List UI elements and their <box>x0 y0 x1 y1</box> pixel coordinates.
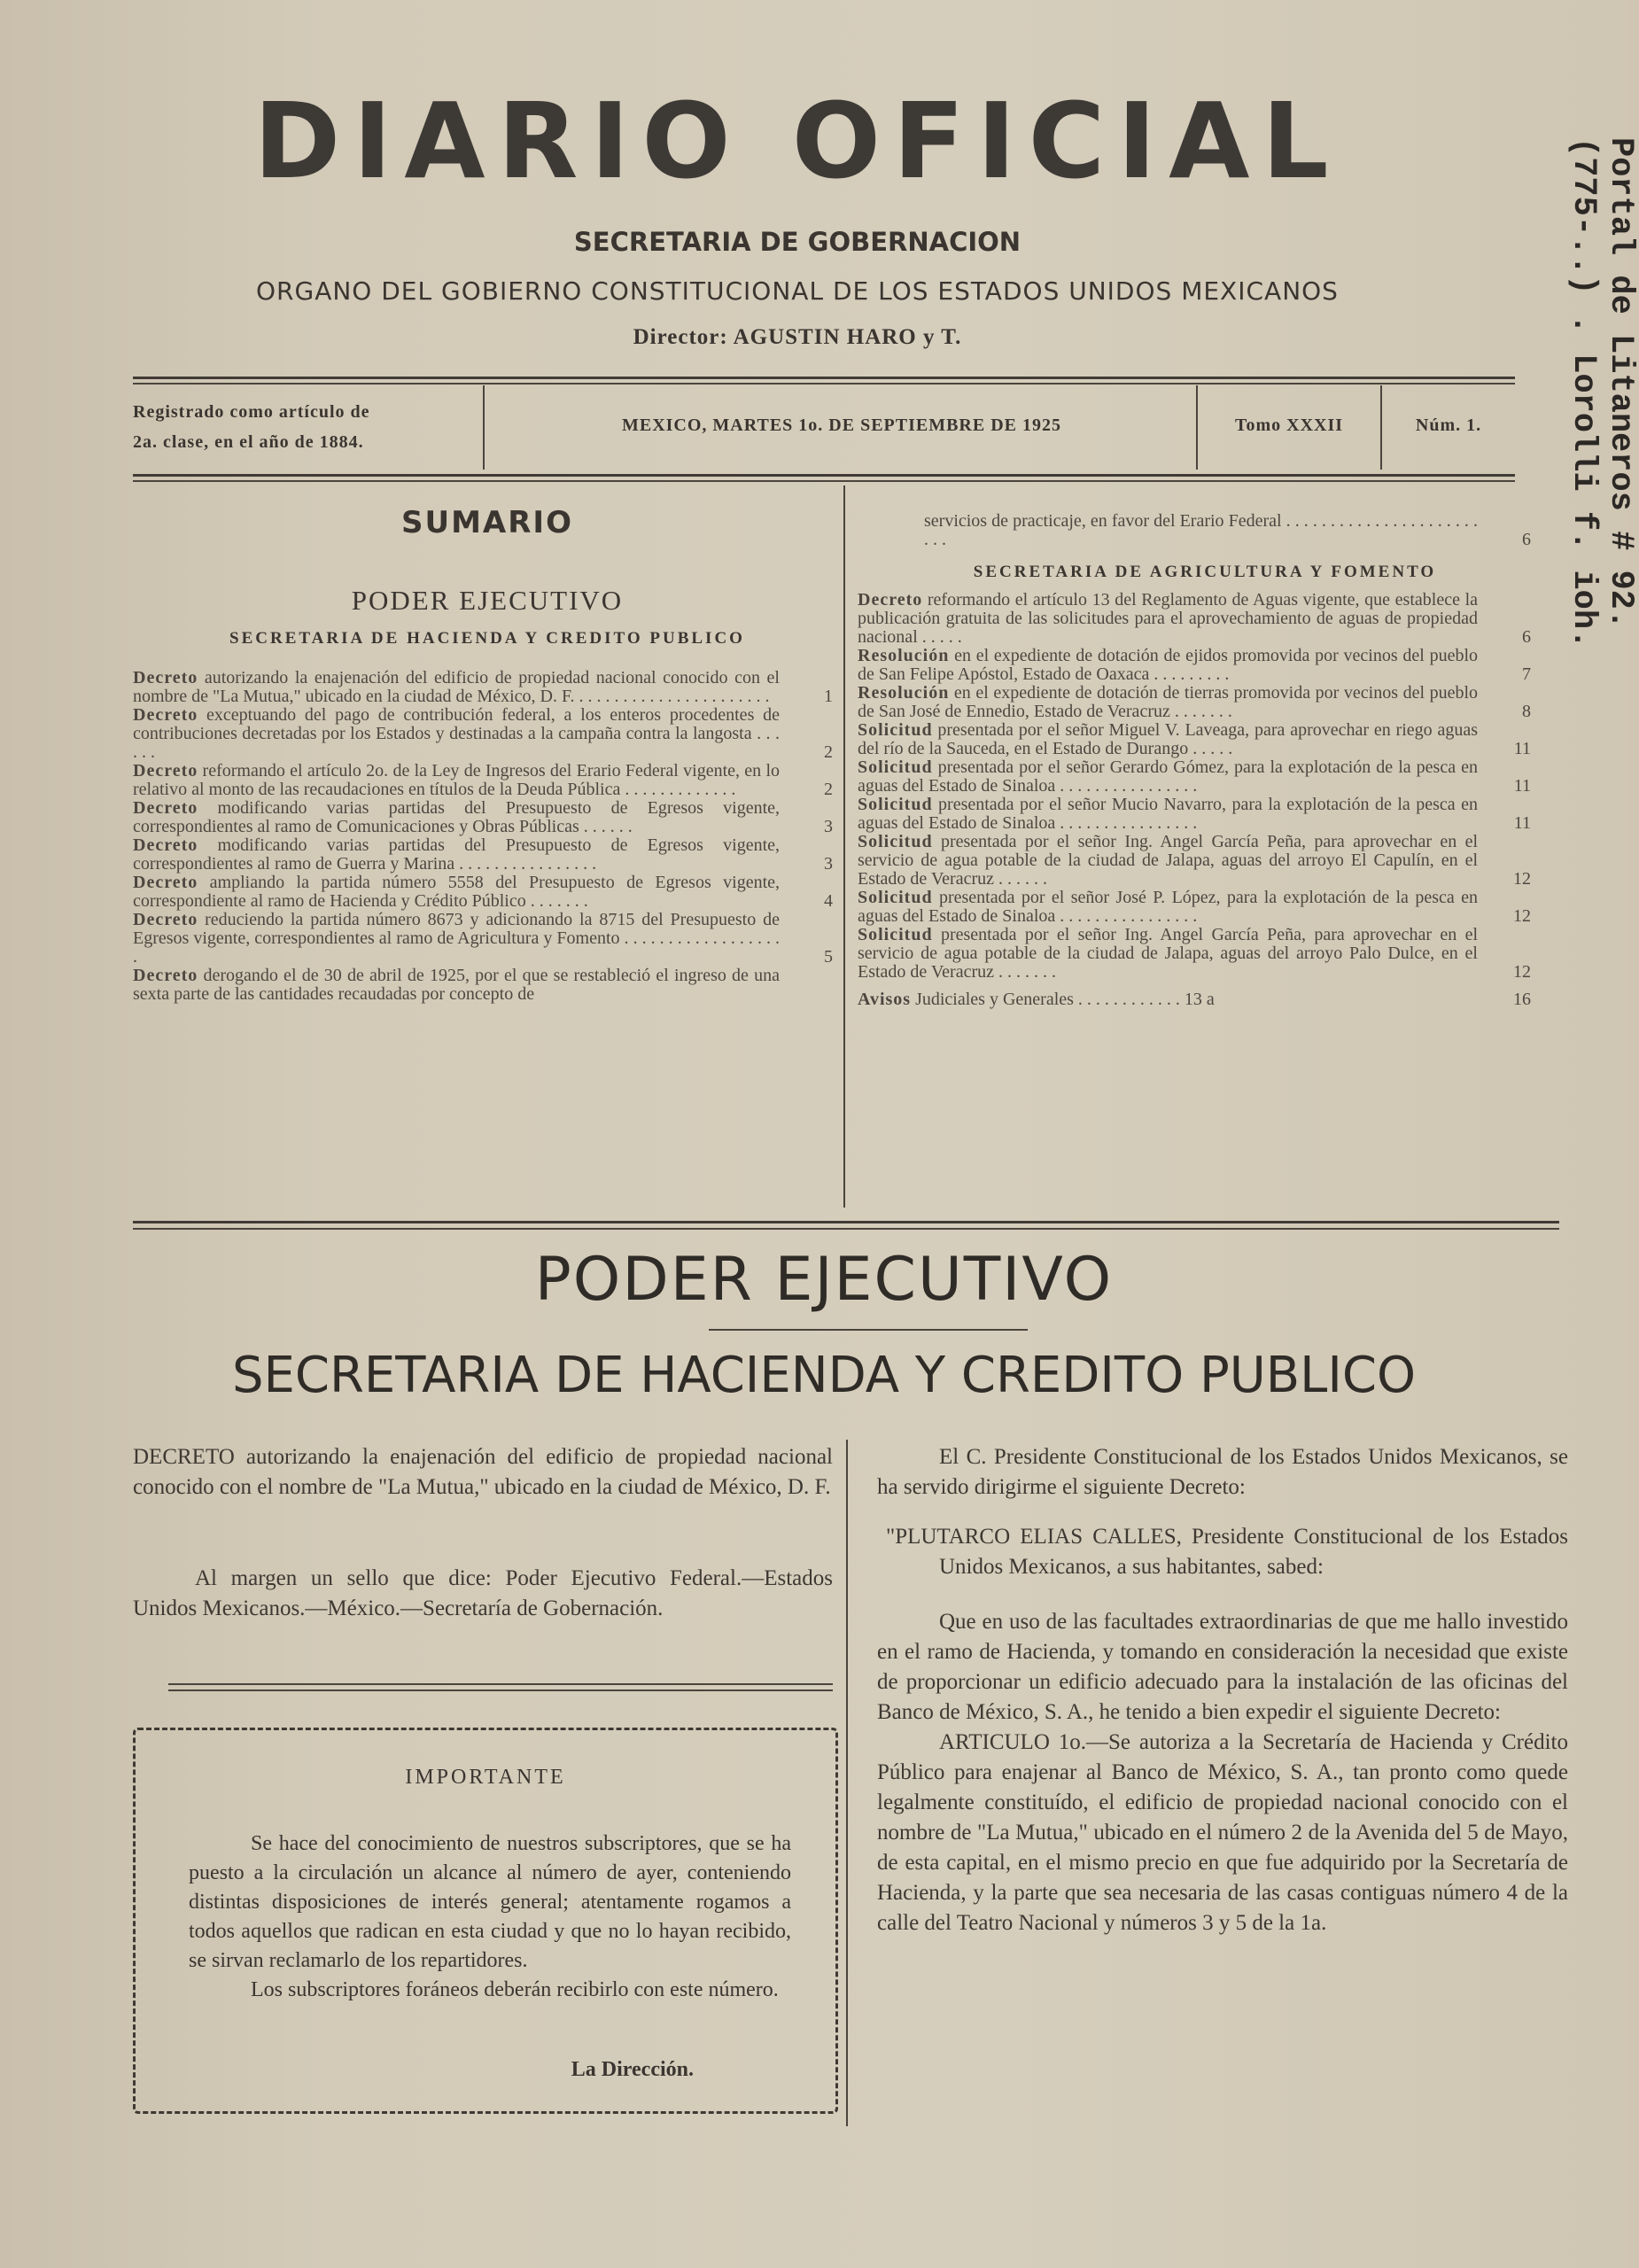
toc-entry: Decreto ampliando la partida número 5558 del Presupuesto de Egresos vigente, correspondiente al ramo de Hacienda y Crédito Público . . . . . . . 4 <box>133 873 833 911</box>
toc-entry: Solicitud presentada por el señor José P. López, para la explotación de la pesca en aguas del Estado de Sinaloa . . . . . . . . . . . . . . . . 12 <box>858 888 1531 926</box>
register-note-line1: Registrado como artículo de <box>133 402 370 422</box>
importante-signature: La Dirección. <box>571 2058 694 2081</box>
register-divider-3 <box>1380 385 1382 470</box>
decreto-title-text: DECRETO autorizando la enajenación del edificio de propiedad nacional conocido con el nombre de "La Mutua," ubicado en la ciudad de México, D. F. <box>133 1445 833 1499</box>
left-col-rule <box>168 1683 833 1685</box>
register-bottom-rule <box>133 474 1515 477</box>
toc-entry: Decreto reformando el artículo 2o. de la Ley de Ingresos del Erario Federal vigente, en lo relativo al monto de las recaudaciones en títulos de la Deuda Pública . . . . . . . . . . . . . 2 <box>133 761 833 799</box>
sumario-right-list <box>858 512 1531 549</box>
sumario-shcp: SECRETARIA DE HACIENDA Y CREDITO PUBLICO <box>229 629 745 648</box>
masthead-organo: ORGANO DEL GOBIERNO CONSTITUCIONAL DE LOS ESTADOS UNIDOS MEXICANOS <box>256 276 1339 306</box>
sumario-heading: SUMARIO <box>401 505 573 540</box>
margen-text: Al margen un sello que dice: Poder Ejecutivo Federal.—Estados Unidos Mexicanos.—México.—Secretaría de Gobernación. <box>133 1566 833 1620</box>
toc-entry: Decreto derogando el de 30 de abril de 1925, por el que se restableció el ingreso de una sexta parte de las cantidades recaudadas por concepto de <box>133 966 781 1004</box>
heading-underline <box>709 1329 1028 1331</box>
importante-p1: Se hace del conocimiento de nuestros subscriptores, que se ha puesto a la circulación un alcance al número de ayer, conteniendo distintas disposiciones de interés general; atentamente rogamos a todos aquellos que radican en esta ciudad y que no lo hayan recibido, se sirvan reclamarlo de los repartidores. <box>189 1832 791 1972</box>
toc-entry: Decreto reformando el artículo 13 del Reglamento de Aguas vigente, que establece la publicación gratuita de las solicitudes para el aprovechamiento de aguas de propiedad nacional . . . . . 6 <box>858 590 1531 647</box>
masthead-secretaria: SECRETARIA DE GOBERNACION <box>573 227 1021 257</box>
sumario-poder-ejecutivo: PODER EJECUTIVO <box>351 585 624 616</box>
right-p2: "PLUTARCO ELIAS CALLES, Presidente Constitucional de los Estados Unidos Mexicanos, a sus habitantes, sabed: <box>886 1525 1568 1579</box>
sumario-right-entries <box>858 591 1531 1009</box>
right-p4: ARTICULO 1o.—Se autoriza a la Secretaría de Hacienda y Crédito Público para enajenar al Banco de México, S. A., tan pronto como quede legalmente constituído, el edificio de propiedad nacional conocido con el nombre de "La Mutua," ubicado en el número 2 de la Avenida del 5 de Mayo, de esta capital, en el mismo precio en que fue adquirido por la Secretaría de Hacienda, y la parte que sea necesaria de las casas contiguas número 4 de la calle del Teatro Nacional y números 3 y 5 de la 1a. <box>877 1730 1568 1935</box>
sumario-bottom-rule-2 <box>133 1228 1559 1230</box>
toc-entry: Decreto autorizando la enajenación del edificio de propiedad nacional conocido con el nombre de "La Mutua," ubicado en la ciudad de México, D. F. . . . . . . . . . . . . . . . . . . . . . . 1 <box>133 668 833 706</box>
margin-stamp-text <box>1565 137 1639 649</box>
register-top-rule-2 <box>133 383 1515 384</box>
margin-stamp-line1: Portal de Litaneros # 92. <box>1602 137 1639 630</box>
masthead-director: Director: AGUSTIN HARO y T. <box>633 325 962 349</box>
toc-entry: Resolución en el expediente de dotación de ejidos promovida por vecinos del pueblo de San Felipe Apóstol, Estado de Oaxaca . . . . . . . . . 7 <box>858 646 1531 684</box>
toc-entry-continued: servicios de practicaje, en favor del Erario Federal . . . . . . . . . . . . . . . . . . . . . . . . . 6 <box>924 511 1531 549</box>
issue-date: MEXICO, MARTES 1o. DE SEPTIEMBRE DE 1925 <box>621 416 1061 435</box>
margen-paragraph <box>133 1564 833 1624</box>
issue-tomo: Tomo XXXII <box>1234 416 1344 435</box>
issue-number: Núm. 1. <box>1415 416 1482 435</box>
sumario-left-list <box>133 669 833 1004</box>
toc-entry: Decreto reduciendo la partida número 8673 y adicionando la 8715 del Presupuesto de Egresos vigente, correspondientes al ramo de Agricultura y Fomento . . . . . . . . . . . . . . . . . . . 5 <box>133 910 833 967</box>
sumario-sagr: SECRETARIA DE AGRICULTURA Y FOMENTO <box>973 563 1437 581</box>
toc-entry: Solicitud presentada por el señor Ing. Angel García Peña, para aprovechar en el servicio de agua potable de la ciudad de Jalapa, aguas del arroyo El Capulín, en el Estado de Veracruz . . . . . . 12 <box>858 832 1531 889</box>
register-divider-2 <box>1196 385 1198 470</box>
register-top-rule <box>133 377 1515 379</box>
left-col-rule-2 <box>168 1689 833 1691</box>
toc-entry: Avisos Judiciales y Generales . . . . . . . . . . . . 13 a 16 <box>858 990 1531 1009</box>
sumario-column-divider <box>843 485 845 1208</box>
register-divider-1 <box>483 385 485 470</box>
toc-entry: Solicitud presentada por el señor Gerardo Gómez, para la explotación de la pesca en aguas del Estado de Sinaloa . . . . . . . . . . . . . . . . 11 <box>858 757 1531 796</box>
right-p3: Que en uso de las facultades extraordinarias de que me hallo investido en el ramo de Hacienda, y tomando en consideración la necesidad que existe de proporcionar un edificio adecuado para la instalación de las oficinas del Banco de México, S. A., he tenido a bien expedir el siguiente Decreto: <box>877 1610 1568 1724</box>
toc-entry: Solicitud presentada por el señor Miguel V. Laveaga, para aprovechar en riego aguas del río de la Sauceda, en el Estado de Durango . . . . . 11 <box>858 720 1531 758</box>
section-shcp: SECRETARIA DE HACIENDA Y CREDITO PUBLICO <box>231 1347 1417 1404</box>
toc-entry: Solicitud presentada por el señor Mucio Navarro, para la explotación de la pesca en aguas del Estado de Sinaloa . . . . . . . . . . . . . . . . 11 <box>858 795 1531 833</box>
importante-title: IMPORTANTE <box>405 1766 566 1789</box>
importante-body <box>189 1829 791 2005</box>
toc-entry: Solicitud presentada por el señor Ing. Angel García Peña, para aprovechar en el servicio de agua potable de la ciudad de Jalapa, aguas del arroyo Palo Dulce, en el Estado de Veracruz . . . . . . . 12 <box>858 925 1531 982</box>
masthead <box>133 80 1462 350</box>
importante-p2: Los subscriptores foráneos deberán recibirlo con este número. <box>251 1978 779 2001</box>
toc-entry: Decreto modificando varias partidas del Presupuesto de Egresos vigente, correspondientes al ramo de Comunicaciones y Obras Públicas . . . . . . 3 <box>133 798 833 836</box>
importante-notice <box>133 1728 838 2114</box>
register-bottom-rule-2 <box>133 480 1515 482</box>
decreto-title <box>133 1442 833 1503</box>
sumario-bottom-rule <box>133 1221 1559 1223</box>
right-p1: El C. Presidente Constitucional de los Estados Unidos Mexicanos, se ha servido dirigirme el siguiente Decreto: <box>877 1445 1568 1499</box>
right-column <box>877 1442 1568 1938</box>
newspaper-title: DIARIO OFICIAL <box>253 80 1341 202</box>
toc-entry: Decreto modificando varias partidas del Presupuesto de Egresos vigente, correspondientes al ramo de Guerra y Marina . . . . . . . . . . . . . . . . 3 <box>133 835 833 874</box>
toc-entry: Decreto exceptuando del pago de contribución federal, a los enteros procedentes de contribuciones decretadas por los Estados y destinadas a la campaña contra la langosta . . . . . . 2 <box>133 705 833 762</box>
register-note <box>133 397 478 457</box>
body-column-divider <box>846 1440 848 2126</box>
section-poder-ejecutivo: PODER EJECUTIVO <box>534 1245 1114 1315</box>
register-note-line2: 2a. clase, en el año de 1884. <box>133 432 364 452</box>
toc-entry: Resolución en el expediente de dotación de tierras promovida por vecinos del pueblo de San José de Ennedio, Estado de Veracruz . . . . . . . 8 <box>858 683 1531 721</box>
margin-stamp-line2: (775-..) . Lorolli f. ioh. <box>1565 137 1602 649</box>
margin-stamp <box>1565 137 1639 757</box>
